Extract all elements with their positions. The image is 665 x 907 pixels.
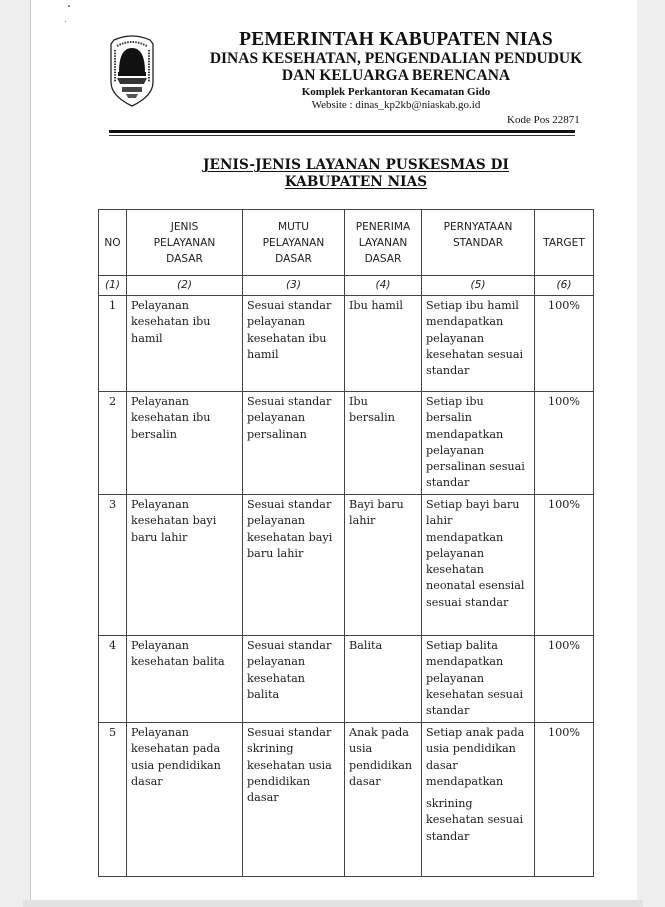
table-row <box>99 636 594 723</box>
column-number: (1) <box>99 276 127 296</box>
cell-pernyataan-text: Setiap anak pada usia pendidikan dasar mendapatkan <box>426 726 525 788</box>
cell-target: 100% <box>535 495 594 636</box>
cell-mutu: Sesuai standar pelayanan kesehatan balita <box>243 636 345 723</box>
cell-pernyataan <box>422 723 535 877</box>
header-text: TARGET <box>543 236 585 249</box>
header-pernyataan-standar <box>422 210 535 276</box>
column-number: (2) <box>127 276 243 296</box>
header-text: DASAR <box>275 252 312 265</box>
cell-penerima: Balita <box>345 636 422 723</box>
letterhead-agency: DINAS KESEHATAN, PENGENDALIAN PENDUDUK <box>209 50 583 67</box>
cell-target: 100% <box>535 636 594 723</box>
table-header-row <box>99 210 594 276</box>
document-page <box>30 0 637 900</box>
table-row <box>99 723 594 877</box>
header-text: DASAR <box>166 252 203 265</box>
column-number: (3) <box>243 276 345 296</box>
page-bottom-edge <box>23 900 643 907</box>
cell-pernyataan: Setiap ibu hamil mendapatkan pelayanan kesehatan sesuai standar <box>422 296 535 392</box>
cell-no: 3 <box>99 495 127 636</box>
column-number: (5) <box>422 276 535 296</box>
header-text: PELAYANAN <box>262 236 325 249</box>
cell-pernyataan: Setiap ibu bersalin mendapatkan pelayanan persalinan sesuai standar <box>422 392 535 495</box>
cell-pernyataan: Setiap bayi baru lahir mendapatkan pelayanan kesehatan neonatal esensial sesuai standar <box>422 495 535 636</box>
cell-penerima: Ibu bersalin <box>345 392 422 495</box>
paragraph-gap <box>426 790 530 796</box>
header-no <box>99 210 127 276</box>
letterhead-government: PEMERINTAH KABUPATEN NIAS <box>239 29 553 50</box>
cell-mutu: Sesuai standar pelayanan kesehatan ibu hamil <box>243 296 345 392</box>
header-text: PENERIMA <box>355 220 411 233</box>
header-penerima-layanan <box>345 210 422 276</box>
header-text: DASAR <box>364 252 402 265</box>
cell-target: 100% <box>535 296 594 392</box>
letterhead-address: Komplek Perkantoran Kecamatan Gido <box>301 86 491 98</box>
cell-mutu: Sesuai standar skrining kesehatan usia pendidikan dasar <box>243 723 345 877</box>
column-number: (4) <box>345 276 422 296</box>
letterhead-divider-thin <box>109 135 575 136</box>
header-text: MUTU <box>277 220 310 233</box>
cell-jenis: Pelayanan kesehatan balita <box>127 636 243 723</box>
letterhead-agency-cont: DAN KELUARGA BERENCANA <box>281 67 511 84</box>
cell-no: 2 <box>99 392 127 495</box>
cell-mutu: Sesuai standar pelayanan persalinan <box>243 392 345 495</box>
cell-penerima: Bayi baru lahir <box>345 495 422 636</box>
column-number: (6) <box>535 276 594 296</box>
table-row <box>99 392 594 495</box>
document-title-cont: KABUPATEN NIAS <box>284 174 428 190</box>
scan-speck <box>68 5 70 7</box>
regency-emblem-icon <box>106 32 158 108</box>
cell-pernyataan-text-cont: skrining kesehatan sesuai standar <box>426 797 524 843</box>
header-jenis-pelayanan <box>127 210 243 276</box>
cell-target: 100% <box>535 392 594 495</box>
cell-jenis: Pelayanan kesehatan ibu bersalin <box>127 392 243 495</box>
scan-speck <box>65 21 66 22</box>
table-row <box>99 495 594 636</box>
header-text: JENIS <box>170 220 199 233</box>
header-target <box>535 210 594 276</box>
header-text: NO <box>104 236 121 249</box>
postal-code: Kode Pos 22871 <box>507 114 580 126</box>
cell-pernyataan: Setiap balita mendapatkan pelayanan kesehatan sesuai standar <box>422 636 535 723</box>
header-text: PELAYANAN <box>153 236 216 249</box>
header-mutu-pelayanan <box>243 210 345 276</box>
cell-jenis: Pelayanan kesehatan ibu hamil <box>127 296 243 392</box>
cell-penerima: Anak pada usia pendidikan dasar <box>345 723 422 877</box>
column-number-row <box>99 276 594 296</box>
cell-jenis: Pelayanan kesehatan pada usia pendidikan dasar <box>127 723 243 877</box>
cell-no: 5 <box>99 723 127 877</box>
document-title: JENIS-JENIS LAYANAN PUSKESMAS DI <box>203 157 509 173</box>
cell-mutu: Sesuai standar pelayanan kesehatan bayi baru lahir <box>243 495 345 636</box>
header-text: STANDAR <box>452 237 504 249</box>
services-table <box>98 209 594 877</box>
table-row <box>99 296 594 392</box>
cell-no: 4 <box>99 636 127 723</box>
letterhead-divider-thick <box>109 130 575 133</box>
cell-no: 1 <box>99 296 127 392</box>
cell-jenis: Pelayanan kesehatan bayi baru lahir <box>127 495 243 636</box>
header-text: LAYANAN <box>358 236 408 249</box>
cell-penerima: Ibu hamil <box>345 296 422 392</box>
cell-target: 100% <box>535 723 594 877</box>
header-text: PERNYATAAN <box>443 221 513 233</box>
letterhead-website: Website : dinas_kp2kb@niaskab.go.id <box>311 99 481 111</box>
